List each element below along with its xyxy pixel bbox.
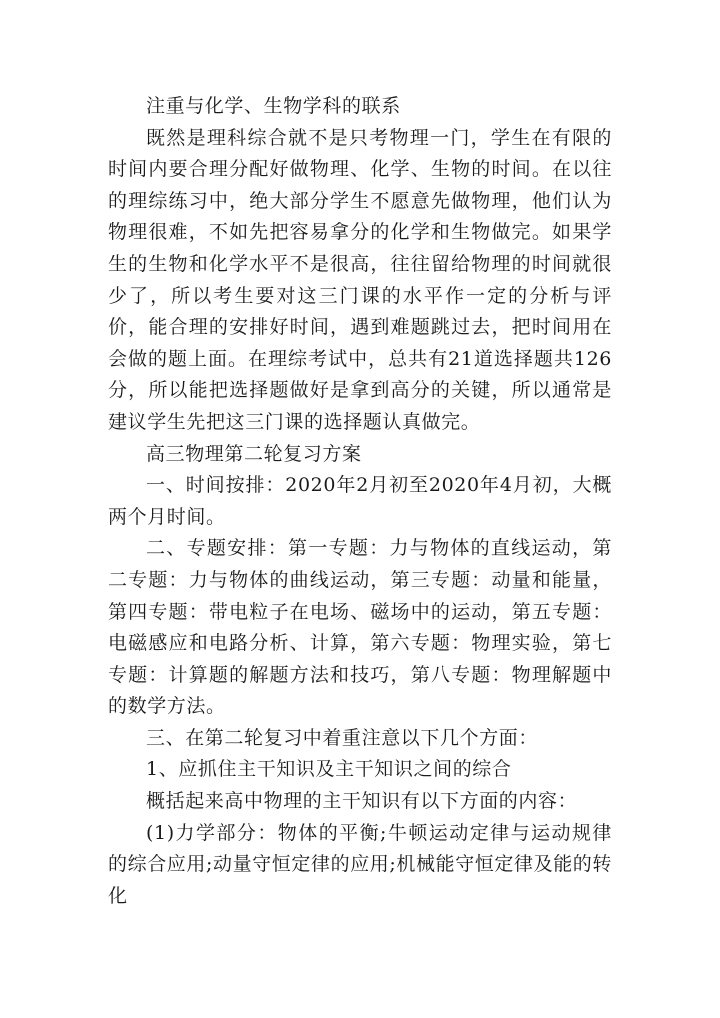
paragraph-main-knowledge: 1、应抓住主干知识及主干知识之间的综合 xyxy=(146,758,512,781)
document-page xyxy=(108,91,612,912)
section-heading-chemistry-biology: 注重与化学、生物学科的联系 xyxy=(146,95,401,117)
paragraph-summary-intro: 概括起来高中物理的主干知识有以下方面的内容： xyxy=(146,790,578,813)
paragraph-time-management: 既然是理科综合就不是只考物理一门，学生在有限的时间内要合理分配好做物理、化学、生物的时间。在以往的理综练习中，绝大部分学生不愿意先做物理，他们认为物理很难，不如先把容易拿分的化学和生物做完。如果学生的生物和化学水平不是很高，往往留给物理的时间就很少了，所以考生要对这三门课的水平作一定的分析与评价，能合理的安排好时间，遇到难题跳过去，把时间用在会做的题上面。在理综考试中，总共有21道选择题共126分，所以能把选择题做好是拿到高分的关键，所以通常是建议学生先把这三门课的选择题认真做完。 xyxy=(108,126,612,433)
paragraph-mechanics: (1)力学部分：物体的平衡;牛顿运动定律与运动规律的综合应用;动量守恒定律的应用;机械能守恒定律及能的转化 xyxy=(108,821,613,907)
paragraph-topics: 二、专题安排：第一专题：力与物体的直线运动，第二专题：力与物体的曲线运动，第三专题：动量和能量，第四专题：带电粒子在电场、磁场中的运动，第五专题：电磁感应和电路分析、计算，第六专题：物理实验，第七专题：计算题的解题方法和技巧，第八专题：物理解题中的数学方法。 xyxy=(108,537,612,718)
paragraph-schedule: 一、时间按排：2020年2月初至2020年4月初，大概两个月时间。 xyxy=(108,474,612,528)
section-heading-review-plan: 高三物理第二轮复习方案 xyxy=(146,442,362,465)
paragraph-focus-points: 三、在第二轮复习中着重注意以下几个方面： xyxy=(146,726,539,749)
